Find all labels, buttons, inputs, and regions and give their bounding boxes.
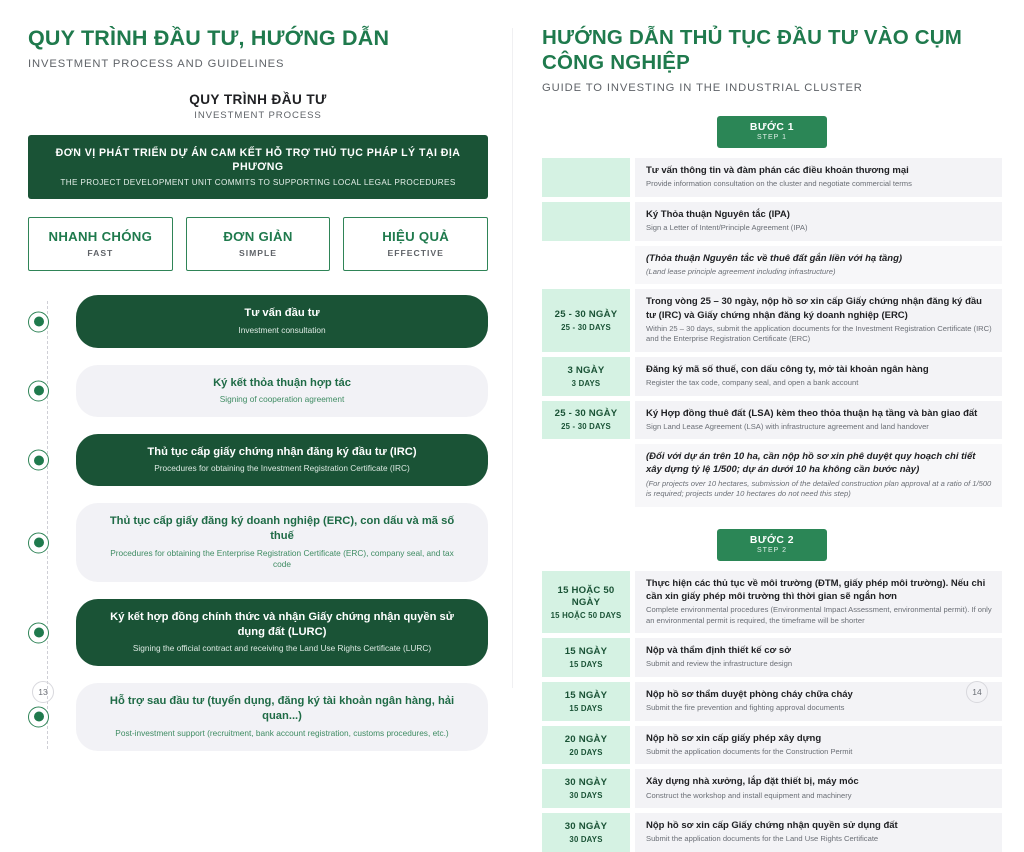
procedure-duration bbox=[542, 357, 630, 396]
timeline-step bbox=[76, 599, 488, 666]
procedure-row bbox=[542, 726, 1002, 765]
pillar-fast bbox=[28, 217, 173, 271]
procedure-body bbox=[635, 813, 1002, 852]
procedure-duration bbox=[542, 158, 630, 197]
procedure-row bbox=[542, 769, 1002, 808]
timeline-step bbox=[76, 295, 488, 347]
procedure-duration bbox=[542, 401, 630, 440]
procedure-text-vi: Nộp hồ sơ thẩm duyệt phòng cháy chữa cháy bbox=[646, 689, 853, 700]
right-column bbox=[512, 0, 1024, 845]
commitment-banner bbox=[28, 135, 488, 200]
procedure-text-en: Submit the application documents for the Land Use Rights Certificate bbox=[646, 834, 879, 844]
pillar-simple bbox=[186, 217, 331, 271]
procedure-text-en: Submit and review the infrastructure design bbox=[646, 659, 793, 669]
procedure-text-vi: Đăng ký mã số thuế, con dấu công ty, mở tài khoản ngân hàng bbox=[646, 363, 929, 375]
procedure-duration bbox=[542, 289, 630, 351]
procedure-body bbox=[635, 769, 1002, 808]
timeline-dot-icon bbox=[28, 532, 49, 553]
procedure-duration bbox=[542, 813, 630, 852]
procedure-body bbox=[635, 202, 1002, 241]
procedure-duration bbox=[542, 246, 630, 285]
procedure-duration-en: 30 DAYS bbox=[569, 791, 603, 801]
procedure-duration-en: 15 HOẶC 50 DAYS bbox=[550, 610, 622, 620]
procedure-text-en: Construct the workshop and install equipment and machinery bbox=[646, 790, 852, 800]
procedure-text-en: Sign Land Lease Agreement (LSA) with infrastructure agreement and land handover bbox=[646, 421, 929, 431]
procedure-body bbox=[635, 726, 1002, 765]
step-1-rows bbox=[542, 158, 1002, 507]
timeline-step-3-en: Procedures for obtaining the Investment Registration Certificate (IRC) bbox=[154, 463, 410, 474]
procedure-row bbox=[542, 813, 1002, 852]
procedure-text-en: Sign a Letter of Intent/Principle Agreement (IPA) bbox=[646, 223, 808, 233]
procedure-duration-vi: 20 NGÀY bbox=[564, 733, 608, 745]
pillar-effective-vi: HIỆU QUẢ bbox=[382, 229, 450, 245]
timeline-step-1 bbox=[76, 295, 488, 347]
procedure-row bbox=[542, 638, 1002, 677]
timeline-step-5-en: Signing the official contract and receiving the Land Use Rights Certificate (LURC) bbox=[132, 643, 432, 654]
procedure-text-vi: (Đối với dự án trên 10 ha, cần nộp hồ sơ xin phê duyệt quy hoạch chi tiết xây dựng tỷ lệ 1/500; dự án dưới 10 ha không cần bước này) bbox=[646, 451, 976, 476]
procedure-duration bbox=[542, 682, 630, 721]
procedure-text-en: Provide information consultation on the cluster and negotiate commercial terms bbox=[646, 179, 912, 189]
investment-timeline bbox=[28, 295, 488, 750]
procedure-row bbox=[542, 571, 1002, 633]
step-2-badge bbox=[717, 529, 827, 561]
value-pillars bbox=[28, 217, 488, 271]
timeline-step-2 bbox=[76, 365, 488, 417]
procedure-text-en: Submit the application documents for the Construction Permit bbox=[646, 746, 853, 756]
right-page-subtitle: GUIDE TO INVESTING IN THE INDUSTRIAL CLUSTER bbox=[542, 82, 863, 95]
procedure-body bbox=[635, 444, 1002, 506]
step-2-badge-en: STEP 2 bbox=[757, 546, 787, 554]
pillar-fast-en: FAST bbox=[87, 248, 114, 259]
commitment-banner-vi: ĐƠN VỊ PHÁT TRIỂN DỰ ÁN CAM KẾT HỖ TRỢ THỦ TỤC PHÁP LÝ TẠI ĐỊA PHƯƠNG bbox=[55, 146, 461, 174]
timeline-step-5 bbox=[76, 599, 488, 666]
investment-process-heading: QUY TRÌNH ĐẦU TƯ bbox=[189, 91, 327, 107]
procedure-body bbox=[635, 246, 1002, 285]
timeline-step bbox=[76, 503, 488, 582]
procedure-duration-vi: 30 NGÀY bbox=[564, 821, 608, 833]
timeline-step-6-en: Post-investment support (recruitment, bank account registration, customs procedures, etc.) bbox=[115, 727, 449, 738]
commitment-banner-en: THE PROJECT DEVELOPMENT UNIT COMMITS TO SUPPORTING LOCAL LEGAL PROCEDURES bbox=[60, 178, 456, 188]
procedure-body bbox=[635, 638, 1002, 677]
procedure-text-en: Within 25 – 30 days, submit the application documents for the Investment Registration Certificate (IRC) and the Enterprise Registration Certificate (ERC) bbox=[646, 323, 992, 344]
step-2-badge-vi: BƯỚC 2 bbox=[749, 534, 795, 546]
procedure-duration-en: 20 DAYS bbox=[569, 747, 603, 757]
procedure-duration-vi: 3 NGÀY bbox=[567, 364, 605, 376]
procedure-body bbox=[635, 682, 1002, 721]
procedure-duration bbox=[542, 726, 630, 765]
procedure-body bbox=[635, 158, 1002, 197]
procedure-body bbox=[635, 357, 1002, 396]
procedure-text-vi: Nộp và thẩm định thiết kế cơ sở bbox=[646, 645, 791, 657]
procedure-text-vi: Thực hiện các thủ tục về môi trường (ĐTM, giấy phép môi trường). Nếu chỉ cần xin giấy phép môi trường thì thời gian sẽ ngắn hơn bbox=[646, 577, 986, 602]
timeline-step-4-en: Procedures for obtaining the Enterprise Registration Certificate (ERC), company seal, and tax code bbox=[110, 547, 454, 569]
procedure-text-en: Submit the fire prevention and fighting approval documents bbox=[646, 703, 845, 713]
timeline-step-5-vi: Ký kết hợp đồng chính thức và nhận Giấy chứng nhận quyền sử dụng đất (LURC) bbox=[110, 610, 454, 638]
timeline-dot-icon bbox=[28, 622, 49, 643]
procedure-text-vi: Nộp hồ sơ xin cấp Giấy chứng nhận quyền sử dụng đất bbox=[646, 820, 898, 832]
investment-process-heading-en: INVESTMENT PROCESS bbox=[194, 109, 322, 121]
procedure-duration-en: 15 DAYS bbox=[569, 660, 603, 670]
step-2-rows bbox=[542, 571, 1002, 852]
procedure-body bbox=[635, 571, 1002, 633]
timeline-step-2-vi: Ký kết thỏa thuận hợp tác bbox=[213, 376, 351, 389]
procedure-duration-en: 25 - 30 DAYS bbox=[561, 422, 611, 432]
procedure-duration bbox=[542, 202, 630, 241]
procedure-duration bbox=[542, 571, 630, 633]
pillar-simple-vi: ĐƠN GIẢN bbox=[223, 229, 293, 245]
timeline-step-1-en: Investment consultation bbox=[238, 324, 326, 335]
left-page-title: QUY TRÌNH ĐẦU TƯ, HƯỚNG DẪN bbox=[28, 26, 390, 50]
pillar-fast-vi: NHANH CHÓNG bbox=[48, 229, 153, 245]
step-1-badge-wrap bbox=[542, 116, 1002, 148]
procedure-row-note bbox=[542, 246, 1002, 285]
procedure-text-vi: (Thỏa thuận Nguyên tắc về thuê đất gắn liền với hạ tầng) bbox=[646, 252, 903, 264]
step-2-badge-wrap bbox=[542, 529, 1002, 561]
pillar-effective bbox=[343, 217, 488, 271]
procedure-body bbox=[635, 401, 1002, 440]
timeline-dot-icon bbox=[28, 311, 49, 332]
pillar-effective-en: EFFECTIVE bbox=[387, 248, 444, 259]
timeline-dot-icon bbox=[28, 380, 49, 401]
procedure-duration bbox=[542, 444, 630, 506]
procedure-row-note bbox=[542, 444, 1002, 506]
procedure-duration-vi: 30 NGÀY bbox=[564, 777, 608, 789]
procedure-text-vi: Trong vòng 25 – 30 ngày, nộp hồ sơ xin cấp Giấy chứng nhận đăng ký đầu tư (IRC) và Giấy chứng nhận đăng ký doanh nghiệp (ERC) bbox=[646, 296, 982, 321]
timeline-step-2-en: Signing of cooperation agreement bbox=[219, 393, 345, 404]
procedure-row bbox=[542, 289, 1002, 351]
procedure-duration bbox=[542, 638, 630, 677]
procedure-text-en: (For projects over 10 hectares, submission of the detailed construction plan approval at a ratio of 1/500 is required; projects under 10 hectares do not need this step) bbox=[646, 478, 992, 499]
timeline-step-1-vi: Tư vấn đầu tư bbox=[244, 307, 320, 320]
procedure-duration-vi: 25 - 30 NGÀY bbox=[554, 309, 618, 321]
procedure-duration-en: 30 DAYS bbox=[569, 835, 603, 845]
timeline-dot-icon bbox=[28, 450, 49, 471]
timeline-step bbox=[76, 434, 488, 486]
timeline-step bbox=[76, 365, 488, 417]
procedure-duration-vi: 15 NGÀY bbox=[564, 646, 608, 658]
procedure-text-en: Complete environmental procedures (Environmental Impact Assessment, environmental permit). If only an environmental permit is required, the timeframe will be shorter bbox=[646, 605, 992, 625]
page-number-left: 13 bbox=[32, 681, 54, 703]
step-1-badge-en: STEP 1 bbox=[757, 134, 787, 142]
procedure-duration-en: 25 - 30 DAYS bbox=[561, 323, 611, 333]
procedure-row bbox=[542, 357, 1002, 396]
page-number-right: 14 bbox=[966, 681, 988, 703]
procedure-text-vi: Ký Thỏa thuận Nguyên tắc (IPA) bbox=[646, 208, 790, 220]
right-page-title: HƯỚNG DẪN THỦ TỤC ĐẦU TƯ VÀO CỤM CÔNG NGHIỆP bbox=[542, 26, 963, 74]
step-1-badge bbox=[717, 116, 827, 148]
timeline-step-6-vi: Hỗ trợ sau đầu tư (tuyển dụng, đăng ký tài khoản ngân hàng, hải quan...) bbox=[109, 695, 455, 723]
procedure-duration-vi: 15 NGÀY bbox=[564, 689, 608, 701]
procedure-body bbox=[635, 289, 1002, 351]
procedure-duration bbox=[542, 769, 630, 808]
procedure-row bbox=[542, 158, 1002, 197]
procedure-row bbox=[542, 202, 1002, 241]
timeline-step-4 bbox=[76, 503, 488, 582]
procedure-text-vi: Tư vấn thông tin và đàm phán các điều khoản thương mại bbox=[646, 165, 909, 177]
left-column bbox=[0, 0, 512, 738]
procedure-text-vi: Xây dựng nhà xưởng, lắp đặt thiết bị, máy móc bbox=[646, 776, 859, 788]
procedure-duration-en: 15 DAYS bbox=[569, 703, 603, 713]
procedure-text-vi: Ký Hợp đồng thuê đất (LSA) kèm theo thỏa thuận hạ tầng và bàn giao đất bbox=[646, 407, 978, 419]
procedure-row bbox=[542, 401, 1002, 440]
procedure-row bbox=[542, 682, 1002, 721]
procedure-duration-vi: 15 HOẶC 50 NGÀY bbox=[557, 584, 615, 608]
step-1-badge-vi: BƯỚC 1 bbox=[749, 122, 795, 134]
procedure-duration-en: 3 DAYS bbox=[571, 378, 601, 388]
pillar-simple-en: SIMPLE bbox=[239, 248, 277, 259]
left-page-subtitle: INVESTMENT PROCESS AND GUIDELINES bbox=[28, 57, 285, 70]
procedure-duration-vi: 25 - 30 NGÀY bbox=[554, 408, 618, 420]
timeline-step-3 bbox=[76, 434, 488, 486]
procedure-text-vi: Nộp hồ sơ xin cấp giấy phép xây dựng bbox=[646, 732, 822, 744]
timeline-step-3-vi: Thủ tục cấp giấy chứng nhận đăng ký đầu tư (IRC) bbox=[147, 445, 417, 458]
procedure-text-en: (Land lease principle agreement including infrastructure) bbox=[646, 266, 836, 276]
procedure-text-en: Register the tax code, company seal, and open a bank account bbox=[646, 377, 859, 387]
timeline-step-4-vi: Thủ tục cấp giấy đăng ký doanh nghiệp (ERC), con dấu và mã số thuế bbox=[109, 515, 455, 543]
